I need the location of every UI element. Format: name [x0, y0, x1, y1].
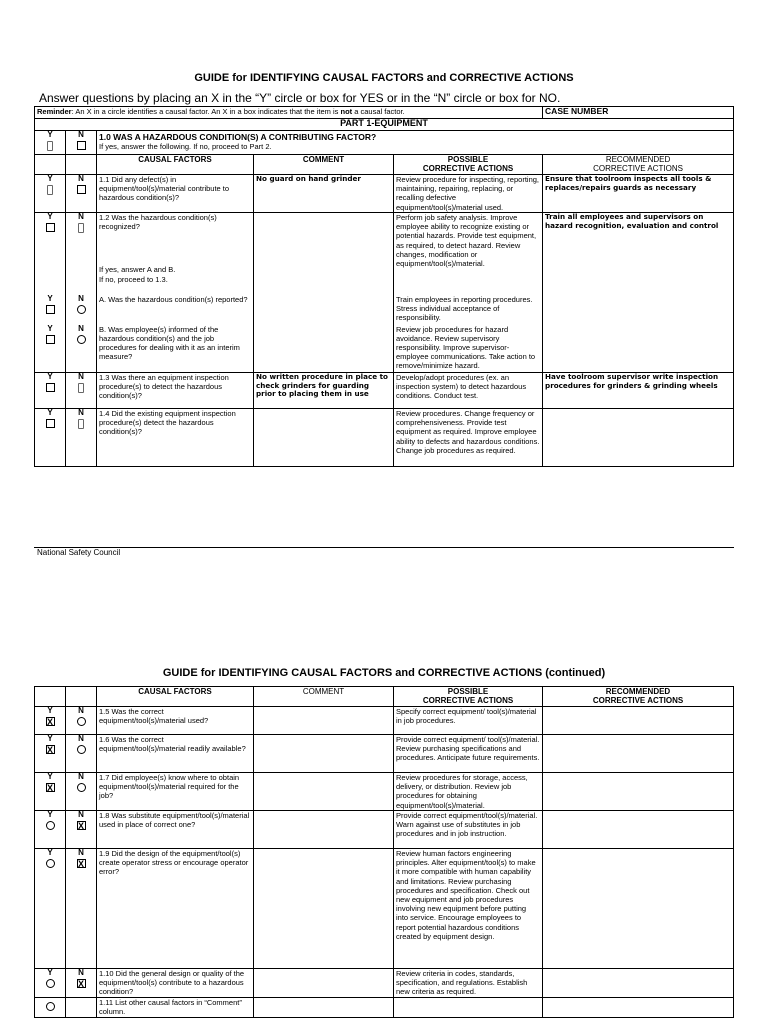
q15-no-cell[interactable]: N	[66, 707, 97, 735]
q13-comment[interactable]: No written procedure in place to check grinders for guarding prior to placing them in use	[254, 373, 394, 409]
q12a-possible: Train employees in reporting procedures. Stress individual acceptance of responsibility.	[394, 295, 543, 325]
q111-causal: 1.11 List other causal factors in “Comment” column.	[97, 997, 254, 1017]
q16-recommended[interactable]	[543, 735, 734, 773]
causal-factors-header-2: CAUSAL FACTORS	[97, 687, 254, 707]
q13-possible: Develop/adopt procedures (ex. an inspection system) to detect hazardous conditions. Conduct test.	[394, 373, 543, 409]
checkbox-icon	[46, 305, 55, 314]
possible-actions-header: POSSIBLE CORRECTIVE ACTIONS	[394, 155, 543, 175]
checkbox-icon	[46, 335, 55, 344]
q10-no-cell[interactable]: N	[66, 131, 97, 155]
circle-icon	[46, 979, 55, 988]
checkbox-icon	[46, 383, 55, 392]
q15-possible: Specify correct equipment/ tool(s)/material in job procedures.	[394, 707, 543, 735]
checkbox-icon	[77, 185, 86, 194]
q17-causal: 1.7 Did employee(s) know where to obtain equipment/tool(s)/material required for the job?	[97, 773, 254, 811]
q16-comment[interactable]	[254, 735, 394, 773]
q12a-causal: A. Was the hazardous condition(s) reported?	[97, 295, 254, 325]
empty-checkbox-icon	[47, 141, 53, 151]
q12a-no-cell[interactable]: N	[66, 295, 97, 325]
q14-recommended[interactable]	[543, 409, 734, 467]
recommended-actions-header: RECOMMENDED CORRECTIVE ACTIONS	[543, 155, 734, 175]
q14-no-cell[interactable]: N	[66, 409, 97, 467]
q13-yes-cell[interactable]: Y	[35, 373, 66, 409]
q12b-possible: Review job procedures for hazard avoidance. Review supervisory responsibility. Improve supervisor-employee communications. Take action to remove/minimize hazard.	[394, 325, 543, 373]
q17-comment[interactable]	[254, 773, 394, 811]
circle-icon	[46, 1002, 55, 1011]
q10-subtitle: If yes, answer the following. If no, proceed to Part 2.	[99, 142, 272, 151]
q12-comment[interactable]	[254, 213, 394, 373]
q15-comment[interactable]	[254, 707, 394, 735]
q17-possible: Review procedures for storage, access, delivery, or distribution. Review job procedures for obtaining equipment/tool(s)/material.	[394, 773, 543, 811]
q111-comment[interactable]	[254, 997, 394, 1017]
q11-recommended[interactable]: Ensure that toolroom inspects all tools & replaces/repairs guards as necessary	[543, 175, 734, 213]
q111-yes-cell[interactable]	[35, 997, 66, 1017]
q12-causal: 1.2 Was the hazardous condition(s) recognized?	[99, 213, 217, 232]
checkbox-icon	[77, 141, 86, 150]
q11-causal: 1.1 Did any defect(s) in equipment/tool(s)/material contribute to hazardous condition(s)?	[97, 175, 254, 213]
case-number-label: CASE NUMBER	[543, 107, 734, 119]
q110-yes-cell[interactable]: Y	[35, 969, 66, 998]
q12-possible: Perform job safety analysis. Improve employee ability to recognize existing or potential hazards. Provide test equipment, as required, to detect hazard. Review changes, modification or equipment/tool(s)/material.	[394, 213, 543, 295]
q19-causal: 1.9 Did the design of the equipment/tool(s) create operator stress or encourage operator error?	[97, 849, 254, 969]
empty-checkbox-icon	[47, 185, 53, 195]
q110-causal: 1.10 Did the general design or quality of the equipment/tool(s) contribute to a hazardous condition?	[97, 969, 254, 998]
q15-recommended[interactable]	[543, 707, 734, 735]
q110-no-cell[interactable]: N X	[66, 969, 97, 998]
q13-no-cell[interactable]: N	[66, 373, 97, 409]
q111-possible	[394, 997, 543, 1017]
q18-yes-cell[interactable]: Y	[35, 811, 66, 849]
circle-icon	[46, 859, 55, 868]
x-checked-box-icon: X	[77, 821, 84, 831]
x-checked-box-icon: X	[46, 717, 53, 727]
q12b-no-cell[interactable]: N	[66, 325, 97, 373]
q17-no-cell[interactable]: N	[66, 773, 97, 811]
q17-recommended[interactable]	[543, 773, 734, 811]
possible-actions-header-2: POSSIBLE CORRECTIVE ACTIONS	[394, 687, 543, 707]
equipment-table	[34, 106, 734, 467]
empty-checkbox-icon	[78, 419, 84, 429]
q18-no-cell[interactable]: N X	[66, 811, 97, 849]
q12-instructions: If yes, answer A and B. If no, proceed to 1.3.	[99, 265, 176, 284]
q13-causal: 1.3 Was there an equipment inspection procedure(s) to detect the hazardous condition(s)?	[97, 373, 254, 409]
q16-causal: 1.6 Was the correct equipment/tool(s)/material readily available?	[97, 735, 254, 773]
q13-recommended[interactable]: Have toolroom supervisor write inspection procedures for grinders & grinding wheels	[543, 373, 734, 409]
q19-yes-cell[interactable]: Y	[35, 849, 66, 969]
q110-possible: Review criteria in codes, standards, specification, and regulations. Establish new criteria as required.	[394, 969, 543, 998]
q16-no-cell[interactable]: N	[66, 735, 97, 773]
q15-yes-cell[interactable]: Y X	[35, 707, 66, 735]
checkbox-icon	[46, 223, 55, 232]
circle-icon	[77, 717, 86, 726]
q10-yes-cell[interactable]: Y	[35, 131, 66, 155]
q18-comment[interactable]	[254, 811, 394, 849]
instruction-text: Answer questions by placing an X in the “Y” circle or box for YES or in the “N” circle or box for NO.	[39, 91, 561, 105]
circle-icon	[77, 745, 86, 754]
recommended-actions-header-2: RECOMMENDED CORRECTIVE ACTIONS	[543, 687, 734, 707]
empty-checkbox-icon	[78, 383, 84, 393]
q110-comment[interactable]	[254, 969, 394, 998]
q14-yes-cell[interactable]: Y	[35, 409, 66, 467]
footer-text: National Safety Council	[37, 548, 121, 557]
q16-possible: Provide correct equipment/ tool(s)/material. Review purchasing specifications and procedures. Anticipate future requirements.	[394, 735, 543, 773]
page1-title: GUIDE for IDENTIFYING CAUSAL FACTORS and CORRECTIVE ACTIONS	[194, 72, 574, 84]
comment-header-2: COMMENT	[254, 687, 394, 707]
circle-icon	[46, 821, 55, 830]
q14-comment[interactable]	[254, 409, 394, 467]
q16-yes-cell[interactable]: Y X	[35, 735, 66, 773]
q14-causal: 1.4 Did the existing equipment inspection procedure(s) detect the hazardous condition(s)?	[97, 409, 254, 467]
q18-possible: Provide correct equipment/tool(s)/material. Warn against use of substitutes in job procedures and in job instruction.	[394, 811, 543, 849]
q11-yes-cell[interactable]: Y	[35, 175, 66, 213]
q19-no-cell[interactable]: N X	[66, 849, 97, 969]
x-checked-box-icon: X	[77, 859, 84, 869]
q111-no-cell[interactable]	[66, 997, 97, 1017]
q14-possible: Review procedures. Change frequency or comprehensiveness. Provide test equipment as required. Improve employee ability to defects and hazardous conditions. Change job procedures as required.	[394, 409, 543, 467]
q12-yes-cell[interactable]: Y	[35, 213, 66, 295]
q110-recommended[interactable]	[543, 969, 734, 998]
part-heading: PART 1-EQUIPMENT	[35, 119, 734, 131]
circle-icon	[77, 305, 86, 314]
circle-icon	[77, 783, 86, 792]
q10-title: 1.0 WAS A HAZARDOUS CONDITION(S) A CONTRIBUTING FACTOR?	[99, 132, 377, 142]
q12b-causal: B. Was employee(s) informed of the hazardous condition(s) and the job procedures for dealing with it as an interim measure?	[97, 325, 254, 373]
page2-title: GUIDE for IDENTIFYING CAUSAL FACTORS and CORRECTIVE ACTIONS (continued)	[162, 667, 606, 679]
x-checked-box-icon: X	[46, 783, 53, 793]
q12-no-cell[interactable]: N	[66, 213, 97, 295]
x-checked-box-icon: X	[46, 745, 53, 755]
x-checked-box-icon: X	[77, 979, 84, 989]
empty-checkbox-icon	[78, 223, 84, 233]
q11-no-cell[interactable]: N	[66, 175, 97, 213]
causal-factors-header: CAUSAL FACTORS	[97, 155, 254, 175]
reminder-line: Reminder: An X in a circle identifies a causal factor. An X in a box indicates that the item is not a causal factor.	[35, 107, 543, 119]
q18-recommended[interactable]	[543, 811, 734, 849]
q15-causal: 1.5 Was the correct equipment/tool(s)/material used?	[97, 707, 254, 735]
footer-rule	[34, 547, 734, 548]
q17-yes-cell[interactable]: Y X	[35, 773, 66, 811]
circle-icon	[77, 335, 86, 344]
q19-possible: Review human factors engineering principles. Alter equipment/tool(s) to make it more compatible with human capability and limitations. Review purchasing procedures and specification. Check out new equipment and job procedures involving new equipment before putting into service. Encourage employees to report potential hazardous conditions created by equipment design.	[394, 849, 543, 969]
q18-causal: 1.8 Was substitute equipment/tool(s)/material used in place of correct one?	[97, 811, 254, 849]
q19-recommended[interactable]	[543, 849, 734, 969]
q19-comment[interactable]	[254, 849, 394, 969]
q11-possible: Review procedure for inspecting, reporting, maintaining, repairing, replacing, or recalling defective equipment/tool(s)/material used.	[394, 175, 543, 213]
equipment-table-continued	[34, 686, 734, 1018]
q12-recommended[interactable]: Train all employees and supervisors on hazard recognition, evaluation and control	[543, 213, 734, 373]
checkbox-icon	[46, 419, 55, 428]
q12b-yes-cell[interactable]: Y	[35, 325, 66, 373]
q111-recommended[interactable]	[543, 997, 734, 1017]
comment-header: COMMENT	[254, 155, 394, 175]
q11-comment[interactable]: No guard on hand grinder	[254, 175, 394, 213]
q12a-yes-cell[interactable]: Y	[35, 295, 66, 325]
